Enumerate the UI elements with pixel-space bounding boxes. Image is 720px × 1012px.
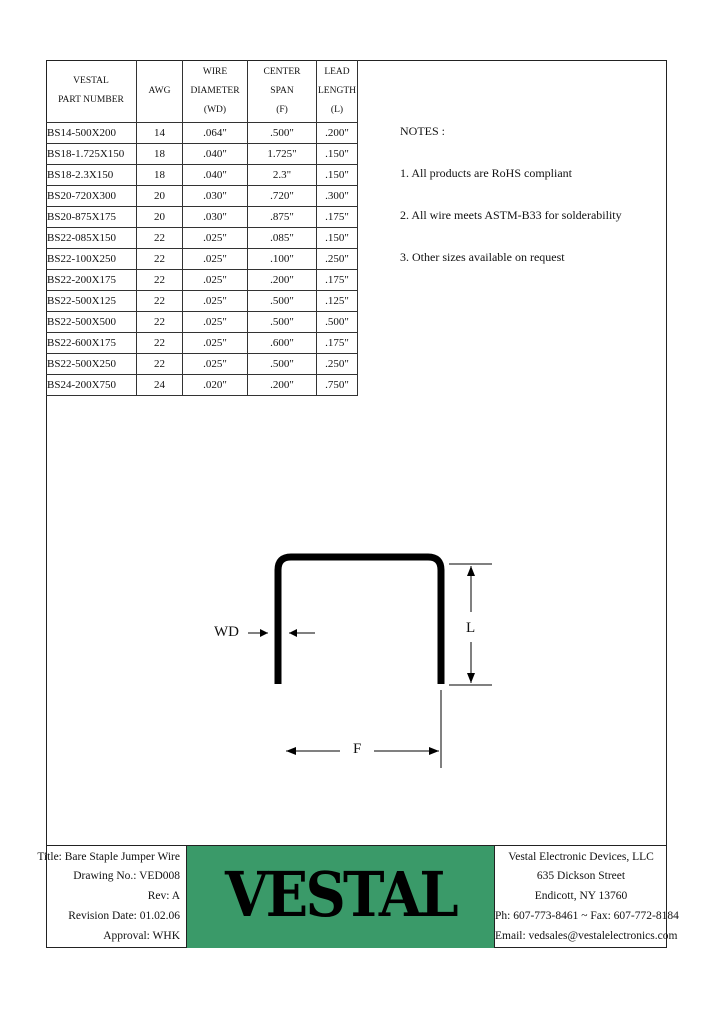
cell-wire-diameter: .040" [183,165,248,186]
cell-wire-diameter: .025" [183,333,248,354]
cell-center-span: 2.3" [248,165,317,186]
cell-lead-length: .300" [317,186,358,207]
cell-wire-diameter: .025" [183,270,248,291]
header-lead-length: LEAD LENGTH (L) [317,60,358,123]
cell-part-number: BS22-085X150 [46,228,137,249]
company-email: Email: vedsales@vestalelectronics.com [495,930,678,942]
staple-wire-shape [278,557,441,684]
cell-part-number: BS22-100X250 [46,249,137,270]
cell-lead-length: .175" [317,207,358,228]
cell-part-number: BS22-500X125 [46,291,137,312]
cell-wire-diameter: .025" [183,228,248,249]
company-city: Endicott, NY 13760 [534,890,628,902]
cell-part-number: BS22-500X250 [46,354,137,375]
cell-awg: 22 [137,228,183,249]
cell-wire-diameter: .030" [183,207,248,228]
f-arrowhead-right [429,747,439,755]
company-street: 635 Dickson Street [536,870,626,882]
cell-wire-diameter: .025" [183,312,248,333]
f-arrowhead-left [286,747,296,755]
cell-awg: 22 [137,291,183,312]
cell-wire-diameter: .040" [183,144,248,165]
cell-center-span: .500" [248,123,317,144]
cell-awg: 20 [137,207,183,228]
cell-wire-diameter: .020" [183,375,248,396]
cell-awg: 22 [137,270,183,291]
cell-awg: 18 [137,165,183,186]
cell-awg: 18 [137,144,183,165]
company-phone-fax: Ph: 607-773-8461 ~ Fax: 607-772-8184 [495,910,679,922]
cell-part-number: BS24-200X750 [46,375,137,396]
cell-lead-length: .150" [317,228,358,249]
header-part-number: VESTAL PART NUMBER [46,60,137,123]
note-3: 3. Other sizes available on request [400,250,565,264]
cell-wire-diameter: .030" [183,186,248,207]
wd-arrowhead-left [260,629,268,637]
cell-part-number: BS20-875X175 [46,207,137,228]
cell-lead-length: .150" [317,165,358,186]
header-awg: AWG [137,60,183,123]
notes-heading: NOTES : [400,124,445,138]
l-arrowhead-top [467,566,475,576]
l-label: L [466,620,476,636]
cell-lead-length: .250" [317,249,358,270]
approval: Approval: WHK [103,930,180,942]
cell-lead-length: .175" [317,333,358,354]
cell-awg: 22 [137,333,183,354]
cell-lead-length: .150" [317,144,358,165]
cell-awg: 22 [137,249,183,270]
cell-wire-diameter: .064" [183,123,248,144]
header-wire-diameter: WIRE DIAMETER (WD) [183,60,248,123]
note-2: 2. All wire meets ASTM-B33 for solderability [400,208,622,222]
cell-lead-length: .200" [317,123,358,144]
cell-part-number: BS22-200X175 [46,270,137,291]
cell-awg: 22 [137,312,183,333]
title-block [37,845,679,948]
revision: Rev: A [147,890,180,902]
cell-center-span: .500" [248,354,317,375]
cell-part-number: BS14-500X200 [46,123,137,144]
cell-awg: 22 [137,354,183,375]
company-name: Vestal Electronic Devices, LLC [508,851,654,863]
title-block-info [37,846,187,948]
cell-lead-length: .125" [317,291,358,312]
cell-awg: 14 [137,123,183,144]
cell-center-span: .200" [248,375,317,396]
cell-center-span: .200" [248,270,317,291]
drawing-number: Drawing No.: VED008 [73,870,180,882]
cell-part-number: BS18-2.3X150 [46,165,137,186]
cell-wire-diameter: .025" [183,291,248,312]
cell-awg: 20 [137,186,183,207]
cell-part-number: BS20-720X300 [46,186,137,207]
note-1: 1. All products are RoHS compliant [400,166,572,180]
cell-center-span: .085" [248,228,317,249]
cell-part-number: BS18-1.725X150 [46,144,137,165]
cell-lead-length: .500" [317,312,358,333]
cell-center-span: .500" [248,312,317,333]
cell-wire-diameter: .025" [183,354,248,375]
company-info [495,846,679,948]
f-label: F [353,741,362,757]
vestal-logo-panel [187,846,495,948]
cell-wire-diameter: .025" [183,249,248,270]
header-center-span: CENTER SPAN (F) [248,60,317,123]
cell-lead-length: .750" [317,375,358,396]
wd-arrowhead-right [289,629,297,637]
cell-center-span: .600" [248,333,317,354]
cell-part-number: BS22-600X175 [46,333,137,354]
cell-center-span: .875" [248,207,317,228]
cell-lead-length: .175" [317,270,358,291]
cell-awg: 24 [137,375,183,396]
cell-lead-length: .250" [317,354,358,375]
drawing-title: Title: Bare Staple Jumper Wire [37,851,180,863]
cell-center-span: .100" [248,249,317,270]
cell-center-span: 1.725" [248,144,317,165]
vestal-logo: VESTAL [225,858,456,931]
cell-part-number: BS22-500X500 [46,312,137,333]
l-arrowhead-bottom [467,673,475,683]
cell-center-span: .500" [248,291,317,312]
revision-date: Revision Date: 01.02.06 [68,910,180,922]
cell-center-span: .720" [248,186,317,207]
wd-label: WD [214,624,239,640]
